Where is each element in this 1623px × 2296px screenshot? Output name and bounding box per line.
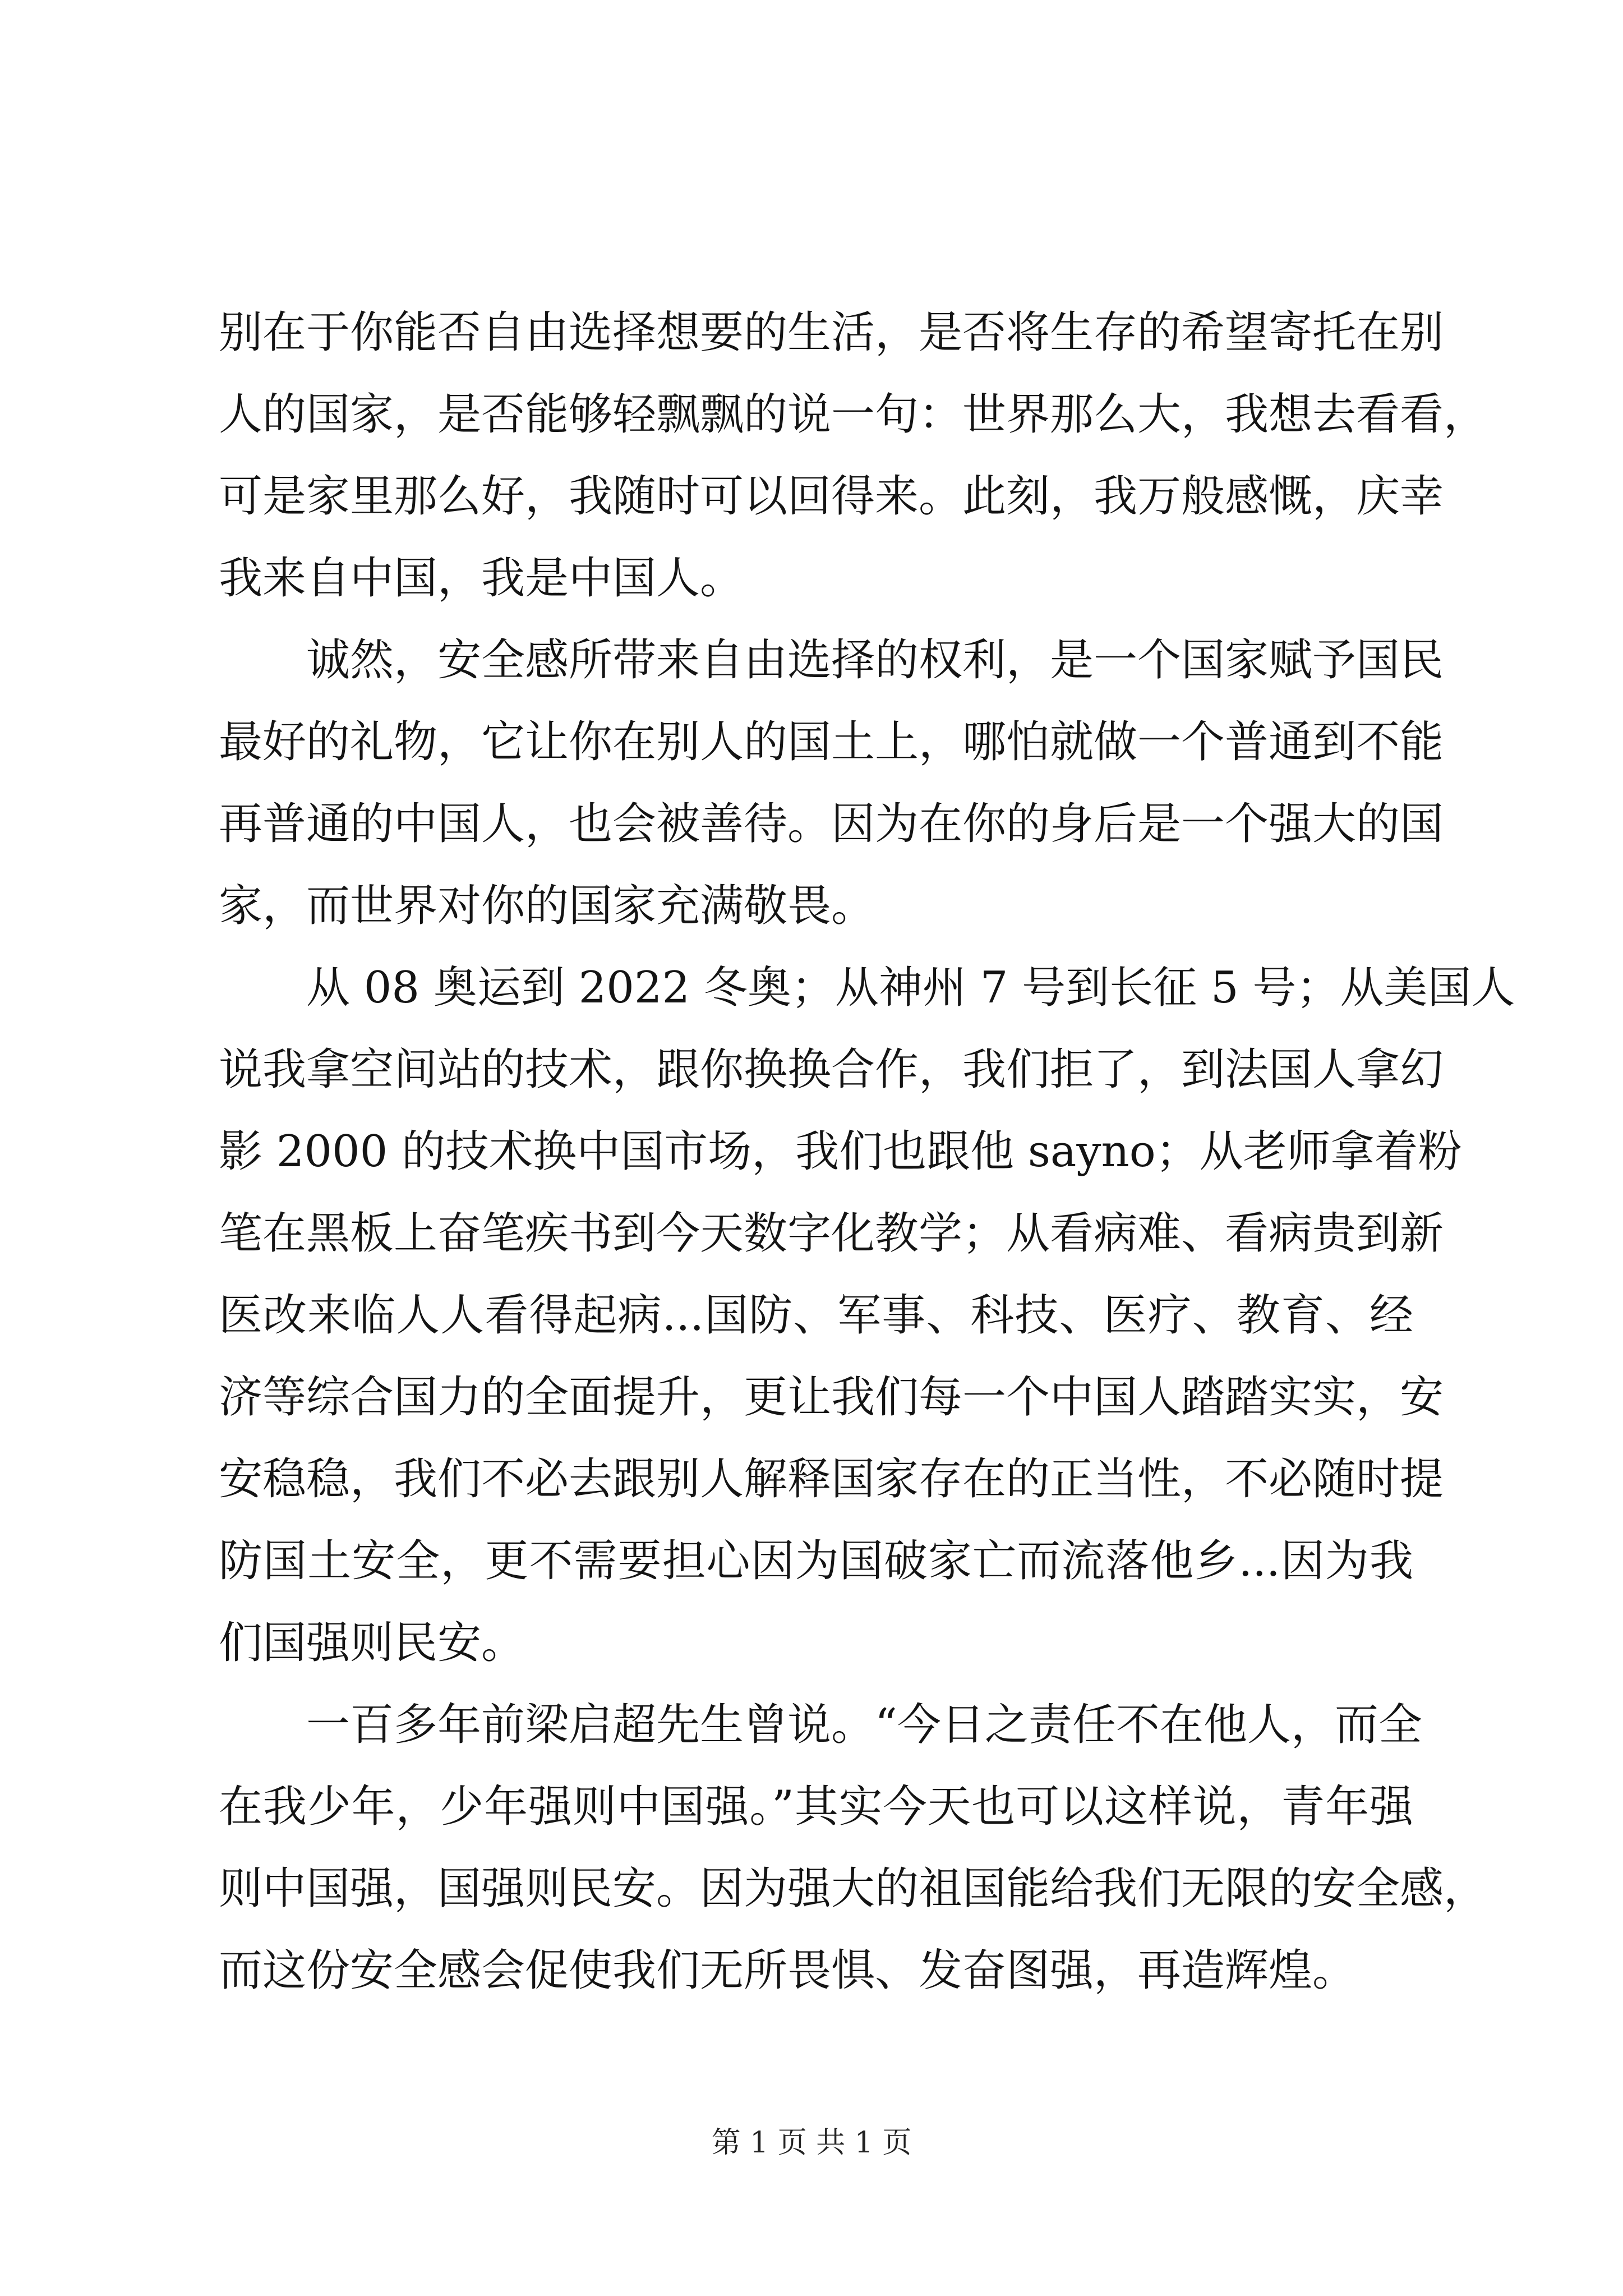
paragraph-4 xyxy=(219,1684,1488,2012)
text-line: 笔在黑板上奋笔疾书到今天数字化教学；从看病难、看病贵到新 xyxy=(219,1208,1444,1259)
text-line: 再普通的中国人，也会被善待。因为在你的身后是一个强大的国 xyxy=(219,799,1444,849)
text-line: 安稳稳，我们不必去跟别人解释国家存在的正当性，不必随时提 xyxy=(219,1454,1444,1504)
text-line: 则中国强，国强则民安。因为强大的祖国能给我们无限的安全感， xyxy=(219,1864,1488,1914)
text-line: 诚然，安全感所带来自由选择的权利，是一个国家赋予国民 xyxy=(306,635,1444,685)
text-line: 人的国家，是否能够轻飘飘的说一句：世界那么大，我想去看看， xyxy=(219,389,1488,440)
text-line: 在我少年，少年强则中国强。”其实今天也可以这样说，青年强 xyxy=(219,1782,1413,1832)
text-line: 医改来临人人看得起病...国防、军事、科技、医疗、教育、经 xyxy=(219,1290,1413,1341)
page-number-footer: 第 1 页 共 1 页 xyxy=(711,2126,912,2160)
paragraph-3 xyxy=(219,947,1515,1684)
text-line: 影 2000 的技术换中国市场，我们也跟他 sayno；从老师拿着粉 xyxy=(219,1126,1462,1177)
text-line: 我来自中国，我是中国人。 xyxy=(219,553,744,604)
text-line: 济等综合国力的全面提升，更让我们每一个中国人踏踏实实，安 xyxy=(219,1372,1444,1423)
text-line: 说我拿空间站的技术，跟你换换合作，我们拒了，到法国人拿幻 xyxy=(219,1045,1444,1095)
text-line: 最好的礼物，它让你在别人的国土上，哪怕就做一个普通到不能 xyxy=(219,717,1444,767)
paragraph-2 xyxy=(219,619,1444,947)
text-line: 们国强则民安。 xyxy=(219,1618,525,1668)
text-line: 从 08 奥运到 2022 冬奥；从神州 7 号到长征 5 号；从美国人 xyxy=(306,963,1515,1013)
text-line: 一百多年前梁启超先生曾说。“今日之责任不在他人，而全 xyxy=(306,1700,1422,1750)
paragraph-1 xyxy=(219,292,1488,619)
text-line: 可是家里那么好，我随时可以回得来。此刻，我万般感慨，庆幸 xyxy=(219,471,1444,522)
text-line: 家，而世界对你的国家充满敬畏。 xyxy=(219,881,875,931)
text-line: 防国土安全，更不需要担心因为国破家亡而流落他乡...因为我 xyxy=(219,1536,1413,1586)
text-line: 而这份安全感会促使我们无所畏惧、发奋图强，再造辉煌。 xyxy=(219,1945,1357,1996)
text-line: 别在于你能否自由选择想要的生活，是否将生存的希望寄托在别 xyxy=(219,307,1444,358)
document-body xyxy=(219,292,1515,2012)
